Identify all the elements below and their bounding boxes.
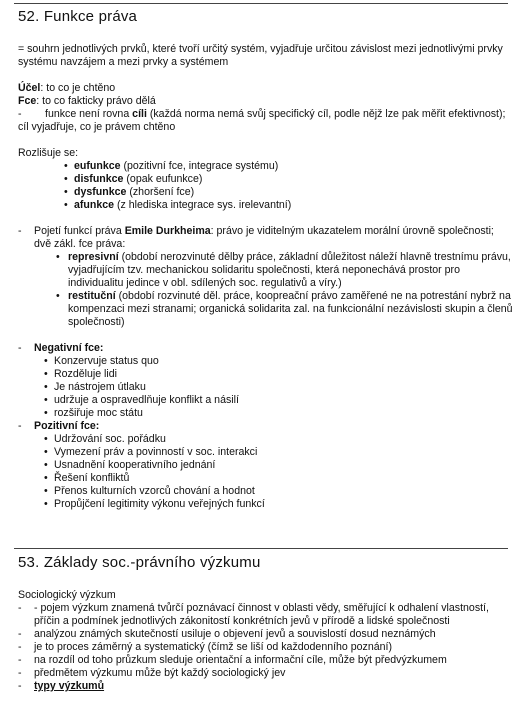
bullet-dot: •	[44, 368, 48, 380]
bullet-dot: •	[64, 173, 68, 185]
top-rule	[14, 3, 508, 4]
durkheim-name: Emile Durkheima	[124, 225, 211, 237]
dash-marker: -	[18, 680, 22, 692]
positive-item	[18, 459, 513, 472]
bullet-dot: •	[44, 485, 48, 497]
ucel-text: : to co je chtěno	[40, 82, 116, 94]
ucel-line	[18, 82, 513, 95]
durkheim-desc: (období rozvinuté děl. práce, koopreační právo zaměřené ne na potrestání nybrž na kompenzaci mezi stranami; organická solidarita zal. na funkcionální nezávislosti skupin a členů společnosti)	[68, 290, 513, 328]
positive-item	[18, 472, 513, 485]
negative-text: Je nástrojem útlaku	[54, 381, 146, 393]
positive-text: Přenos kulturních vzorců chování a hodnot	[54, 485, 255, 497]
negative-item	[18, 407, 513, 420]
bullet-dot: •	[44, 459, 48, 471]
bullet-dot: •	[56, 251, 60, 263]
research-text: předmětem výzkumu může být každý sociologický jev	[34, 667, 286, 679]
funkce-text-a: funkce není rovna	[45, 108, 133, 120]
negative-label: Negativní fce:	[34, 342, 104, 354]
funkce-line	[18, 108, 513, 134]
durkheim-subitem	[18, 251, 513, 290]
research-item	[18, 654, 513, 667]
durkheim-term: represivní	[68, 251, 119, 263]
dash-marker: -	[18, 667, 22, 679]
durkheim-text-a: Pojetí funkcí práva	[34, 225, 125, 237]
positive-text: Vymezení práv a povinností v soc. interakci	[54, 446, 258, 458]
research-text: je to proces záměrný a systematický (čímž se liší od každodenního poznání)	[34, 641, 392, 653]
bullet-dot: •	[44, 394, 48, 406]
dash-marker: -	[18, 225, 22, 237]
durkheim-subitem	[18, 290, 513, 329]
positive-text: Řešení konfliktů	[54, 472, 130, 484]
dash-marker: -	[18, 420, 22, 432]
research-item	[18, 628, 513, 641]
section-52-title: 52. Funkce práva	[18, 8, 138, 25]
kind-term: disfunkce	[74, 173, 124, 185]
fce-text: : to co fakticky právo dělá	[36, 95, 156, 107]
fce-label: Fce	[18, 95, 37, 107]
positive-item	[18, 446, 513, 459]
kind-desc: (pozitivní fce, integrace systému)	[120, 160, 279, 172]
rozlisuje-label: Rozlišuje se:	[18, 147, 79, 159]
positive-label-row	[18, 420, 513, 433]
kind-item	[18, 199, 513, 212]
negative-item	[18, 355, 513, 368]
dash-marker: -	[18, 602, 22, 614]
bullet-dot: •	[44, 472, 48, 484]
bullet-dot: •	[44, 498, 48, 510]
positive-item	[18, 433, 513, 446]
ucel-label: Účel	[18, 82, 41, 94]
bullet-dot: •	[44, 381, 48, 393]
dash-marker: -	[18, 654, 22, 666]
positive-label: Pozitivní fce:	[34, 420, 100, 432]
research-item	[18, 641, 513, 654]
section-52-body	[18, 43, 513, 511]
positive-text: Udržování soc. pořádku	[54, 433, 166, 445]
section-53-body	[18, 589, 513, 693]
kinds-list	[18, 160, 513, 212]
negative-text: rozšiřuje moc státu	[54, 407, 143, 419]
research-text: analýzou známých skutečností usiluje o objevení jevů a souvislostí dosud neznámých	[34, 628, 436, 640]
dash-marker: -	[18, 108, 22, 120]
section-53-title: 53. Základy soc.-právního výzkumu	[18, 554, 261, 571]
negative-item	[18, 394, 513, 407]
research-item	[18, 667, 513, 680]
bullet-dot: •	[64, 199, 68, 211]
kind-term: eufunkce	[74, 160, 121, 172]
positive-text: Usnadnění kooperativního jednání	[54, 459, 216, 471]
bullet-dot: •	[44, 355, 48, 367]
kind-desc: (z hlediska integrace sys. irelevantní)	[114, 199, 292, 211]
research-text: na rozdíl od toho průzkum sleduje orientační a informační cíle, může být předvýzkumem	[34, 654, 447, 666]
positive-item	[18, 498, 513, 511]
research-text: - pojem výzkum znamená tvůrčí poznávací činnost v oblasti vědy, směřující k odhalení vlastností, příčin a podmínek jednotlivých zákonitostí konkrétních jevů v přírodě a lidské společnosti	[34, 602, 489, 627]
durkheim-text-c: : právo je viditelným ukazatelem morální úrovně společnosti; dvě zákl. fce práva:	[34, 225, 494, 250]
positive-list	[18, 433, 513, 511]
dash-marker: -	[18, 641, 22, 653]
durkheim-desc: (období nerozvinuté dělby práce, základní důležitost náleží hlavně trestnímu právu, vyjadřujícím tzv. mechanickou solidaritu společnosti, která neponechává prostor pro individualitu jedince v obl. sdílených soc. regulativů a víry.)	[68, 251, 511, 289]
negative-text: udržuje a ospravedlňuje konflikt a násilí	[54, 394, 239, 406]
positive-text: Propůjčení legitimity výkonu veřejných funkcí	[54, 498, 265, 510]
negative-text: Rozděluje lidi	[54, 368, 118, 380]
section-53-subtitle: Sociologický výzkum	[18, 589, 116, 601]
durkheim-item	[18, 225, 513, 251]
bullet-dot: •	[64, 160, 68, 172]
bullet-dot: •	[44, 446, 48, 458]
funkce-text-b: cíli	[132, 108, 147, 120]
kind-item	[18, 160, 513, 173]
durkheim-term: restituční	[68, 290, 116, 302]
negative-item	[18, 368, 513, 381]
dash-marker: -	[18, 342, 22, 354]
negative-item	[18, 381, 513, 394]
negative-text: Konzervuje status quo	[54, 355, 159, 367]
bullet-dot: •	[44, 407, 48, 419]
bullet-dot: •	[44, 433, 48, 445]
positive-item	[18, 485, 513, 498]
dash-marker: -	[18, 628, 22, 640]
definition: = souhrn jednotlivých prvků, které tvoří určitý systém, vyjadřuje určitou závislost mezi jednotlivými prvky systému navzájem a mezi prvky a systémem	[18, 43, 503, 68]
bullet-dot: •	[64, 186, 68, 198]
fce-line	[18, 95, 513, 108]
kind-term: dysfunkce	[74, 186, 127, 198]
research-types-heading: typy výzkumů	[34, 680, 105, 692]
bullet-dot: •	[56, 290, 60, 302]
research-item	[18, 602, 513, 628]
kind-desc: (zhoršení fce)	[126, 186, 195, 198]
section-divider-rule	[14, 548, 508, 549]
kind-item	[18, 173, 513, 186]
negative-label-row	[18, 342, 513, 355]
research-types-row	[18, 680, 513, 693]
negative-list	[18, 355, 513, 420]
kind-term: afunkce	[74, 199, 115, 211]
kind-item	[18, 186, 513, 199]
funkce-text-c: (každá norma nemá svůj specifický cíl, podle nějž lze pak měřit efektivnost); cíl vyjadřuje, co je právem chtěno	[18, 108, 506, 133]
kind-desc: (opak eufunkce)	[123, 173, 203, 185]
